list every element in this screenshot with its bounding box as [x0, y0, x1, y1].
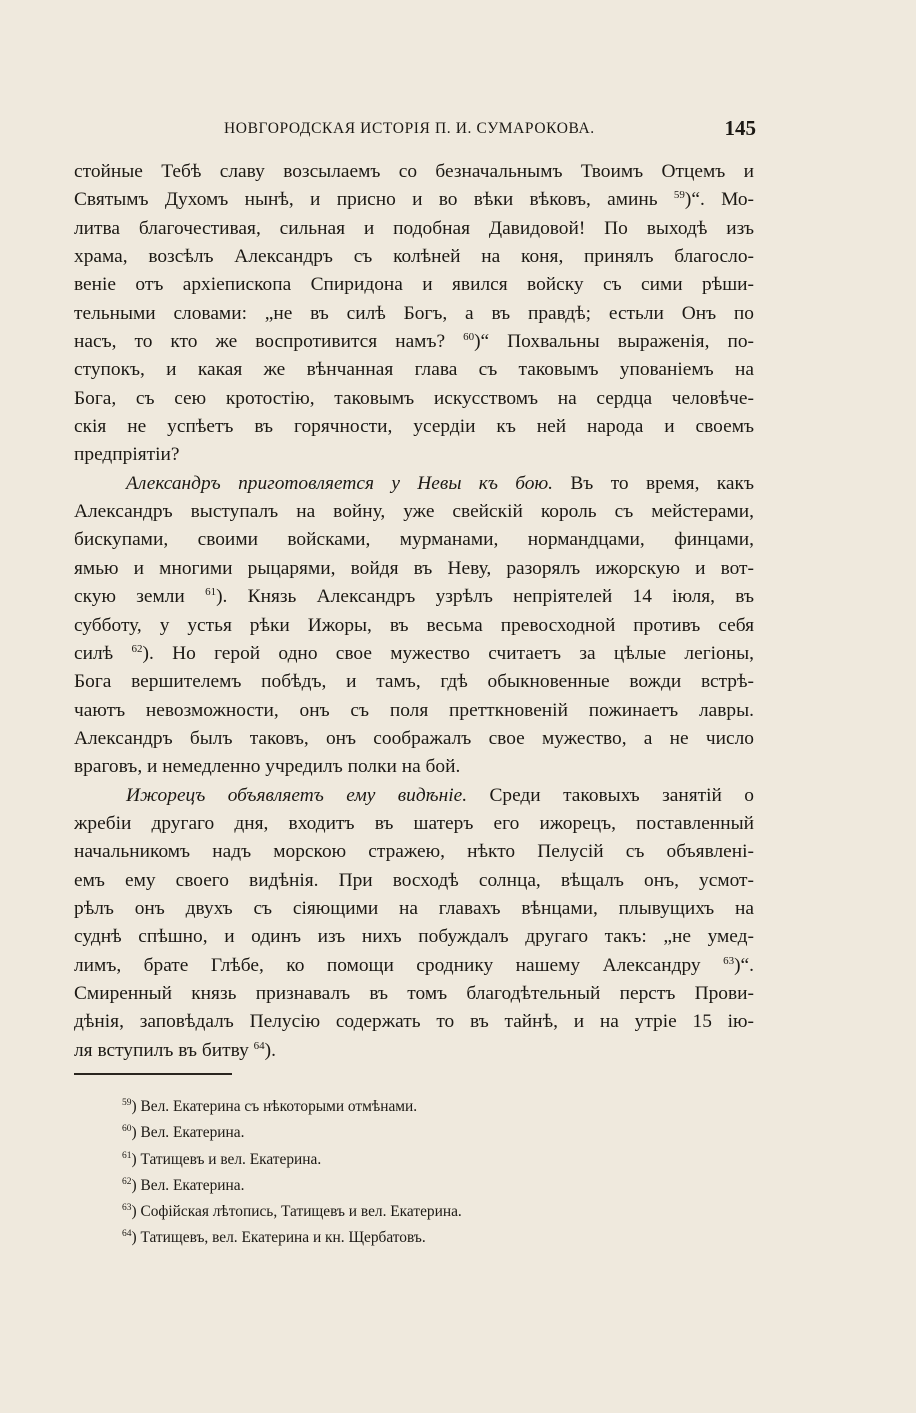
footnote-number: 64 [122, 1229, 132, 1240]
text-run: )“ Похвальны выраженія, по- [474, 331, 754, 353]
text-line: ступокъ, и какая же вѣнчанная глава съ таковымъ упованіемъ на [74, 359, 754, 381]
text-line: Александръ выступалъ на войну, уже свейскій король съ мейстерами, [74, 501, 754, 523]
text-line: враговъ, и немедленно учредилъ полки на бой. [74, 756, 461, 778]
footnote-text: ) Татищевъ и вел. Екатерина. [131, 1150, 322, 1168]
text-line: Смиренный князь признавалъ въ томъ благодѣтельный перстъ Прови- [74, 982, 754, 1004]
text-run: ). Князь Александръ узрѣлъ непріятелей 14 іюля, въ [216, 586, 754, 608]
paragraph [74, 158, 754, 470]
footnote [122, 1173, 682, 1199]
text-line [74, 782, 754, 810]
text-run: Святымъ Духомъ нынѣ, и присно и во вѣки вѣковъ, аминь [74, 189, 674, 211]
footnote [122, 1147, 682, 1173]
body-text [74, 158, 754, 1065]
footnote [122, 1199, 682, 1225]
text-run: насъ, то кто же воспротивится намъ? [74, 331, 464, 353]
text-line: веніе отъ архіепископа Спиридона и явился войску съ сими рѣши- [74, 274, 754, 296]
text-run: ). [264, 1039, 276, 1061]
text-line: тельными словами: „не въ силѣ Богъ, а въ правдѣ; естьли Онъ по [74, 302, 754, 324]
text-line: чаютъ невозможности, онъ съ поля претткновеній пожинаетъ лавры. [74, 699, 754, 721]
text-line: Александръ былъ таковъ, онъ соображалъ свое мужество, а не число [74, 727, 754, 749]
text-line: суднѣ спѣшно, и одинъ изъ нихъ побуждалъ другаго такъ: „не умед- [74, 926, 754, 948]
text-run: ля вступилъ въ битву [74, 1039, 254, 1061]
footnote-text: ) Вел. Екатерина. [131, 1124, 245, 1142]
footnote-number: 63 [122, 1203, 132, 1214]
footnote-ref: 59 [673, 189, 685, 202]
footnote [122, 1094, 682, 1120]
running-title: НОВГОРОДСКАЯ ИСТОРІЯ П. И. СУМАРОКОВА. [224, 120, 595, 137]
text-run: Среди таковыхъ занятій о [467, 784, 754, 806]
footnote-number: 59 [122, 1098, 132, 1108]
footnote-number: 60 [122, 1124, 132, 1135]
footnote-ref: 60 [463, 331, 475, 344]
paragraph [74, 470, 754, 782]
text-line: емъ ему своего видѣнія. При восходѣ солнца, вѣщалъ онъ, усмот- [74, 869, 754, 891]
text-run: ). Но герой одно свое мужество считаетъ за цѣлые легіоны, [142, 642, 754, 664]
text-line: Бога, съ сею кротостію, таковымъ искусствомъ на сердца человѣче- [74, 387, 754, 409]
page-number: 145 [724, 116, 756, 140]
text-line: дѣнія, заповѣдалъ Пелусію содержать то въ тайнѣ, и на утріе 15 ію- [74, 1011, 754, 1033]
page-header [74, 116, 756, 142]
footnote-ref: 64 [253, 1039, 265, 1052]
footnote-ref: 61 [205, 586, 217, 599]
footnote-separator [74, 1073, 232, 1075]
text-line [74, 640, 754, 668]
text-run: лимъ, брате Глѣбе, ко помощи сроднику нашему Александру [74, 954, 724, 976]
paragraph [74, 782, 754, 1065]
footnote-text: ) Татищевъ, вел. Екатерина и кн. Щербатовъ. [131, 1229, 426, 1247]
text-line: литва благочестивая, сильная и подобная Давидовой! По выходѣ изъ [74, 217, 754, 239]
text-line: храма, возсѣлъ Александръ съ колѣней на коня, принялъ благосло- [74, 246, 754, 268]
text-run: Въ то время, какъ [553, 472, 754, 494]
footnotes [122, 1094, 682, 1252]
text-run: скую земли [74, 586, 206, 608]
footnote-number: 62 [122, 1176, 132, 1187]
text-run: )“. [734, 954, 754, 976]
footnote-text: ) Вел. Екатерина съ нѣкоторыми отмѣнами. [131, 1098, 418, 1115]
text-run: силѣ [74, 642, 132, 664]
text-line: начальникомъ надъ морскою стражею, нѣкто Пелусій съ объявлені- [74, 841, 754, 863]
text-line [74, 470, 754, 498]
text-line: субботу, у устья рѣки Ижоры, въ весьма превосходной противъ себя [74, 614, 754, 636]
text-line [74, 186, 754, 214]
text-line [74, 952, 754, 980]
footnote-ref: 63 [723, 954, 735, 967]
text-line: жребіи другаго дня, входитъ въ шатеръ его ижорецъ, поставленный [74, 812, 754, 834]
text-line: рѣлъ онъ двухъ съ сіяющими на главахъ вѣнцами, плывущихъ на [74, 897, 754, 919]
footnote-number: 61 [122, 1150, 132, 1161]
text-run: )“. Мо- [684, 189, 754, 211]
text-line: предпріятіи? [74, 444, 180, 466]
text-line [74, 328, 754, 356]
text-line: Бога вершителемъ побѣдъ, и тамъ, гдѣ обыкновенные вожди встрѣ- [74, 671, 754, 693]
text-line: ямью и многими рыцарями, войдя въ Неву, разорялъ ижорскую и вот- [74, 557, 754, 579]
section-heading: Александръ приготовляется у Невы къ бою. [126, 472, 554, 494]
footnote-text: ) Вел. Екатерина. [131, 1176, 245, 1194]
text-line: стойные Тебѣ славу возсылаемъ со безначальнымъ Твоимъ Отцемъ и [74, 161, 754, 182]
text-line: бискупами, своими войсками, мурманами, нормандцами, финцами, [74, 529, 754, 551]
footnote-ref: 62 [131, 642, 143, 655]
footnote-text: ) Софійская лѣтопись, Татищевъ и вел. Екатерина. [131, 1203, 462, 1221]
footnote [122, 1225, 682, 1251]
section-heading: Ижорецъ объявляетъ ему видѣніе. [126, 784, 468, 806]
text-line: скія не успѣетъ въ горячности, усердіи къ ней народа и своемъ [74, 416, 754, 438]
text-line [74, 1037, 754, 1065]
footnote [122, 1120, 682, 1146]
text-line [74, 583, 754, 611]
